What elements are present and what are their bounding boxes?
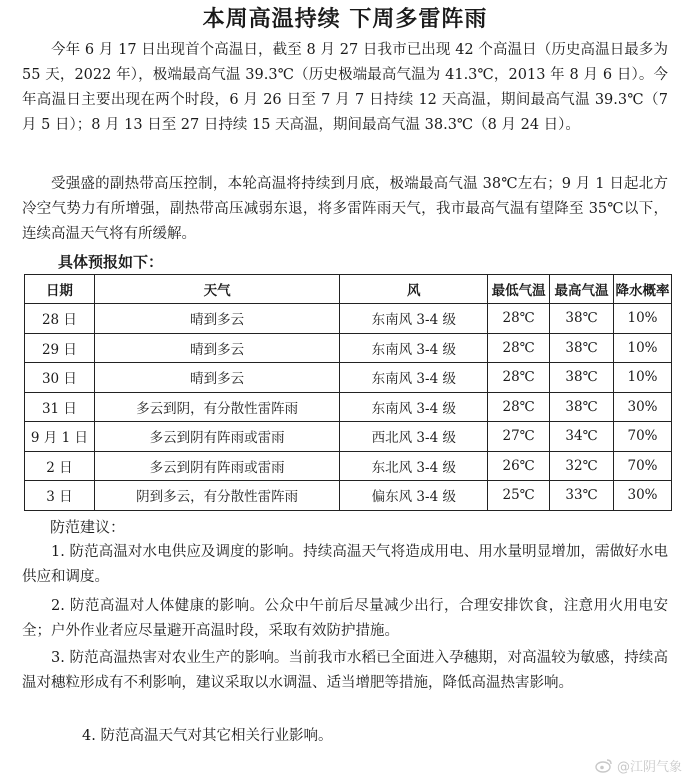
cell-precip: 10% xyxy=(614,363,672,393)
header-date: 日期 xyxy=(25,275,95,304)
cell-precip: 70% xyxy=(614,422,672,452)
cell-wind: 东南风 3-4 级 xyxy=(340,392,488,422)
cell-wind: 西北风 3-4 级 xyxy=(340,422,488,452)
cell-min-temp: 25℃ xyxy=(488,481,550,511)
cell-weather: 晴到多云 xyxy=(94,304,340,334)
cell-max-temp: 38℃ xyxy=(550,333,614,363)
cell-wind: 偏东风 3-4 级 xyxy=(340,481,488,511)
cell-max-temp: 38℃ xyxy=(550,392,614,422)
header-weather: 天气 xyxy=(94,275,340,304)
cell-max-temp: 38℃ xyxy=(550,304,614,334)
cell-date: 9 月 1 日 xyxy=(25,422,95,452)
table-row xyxy=(25,392,672,422)
advice-item-4: 4. 防范高温天气对其它相关行业影响。 xyxy=(82,728,333,744)
cell-precip: 10% xyxy=(614,333,672,363)
cell-min-temp: 28℃ xyxy=(488,304,550,334)
cell-weather: 多云到阴，有分散性雷阵雨 xyxy=(94,392,340,422)
table-row xyxy=(25,422,672,452)
header-min-temp: 最低气温 xyxy=(488,275,550,304)
cell-date: 2 日 xyxy=(25,451,95,481)
cell-min-temp: 27℃ xyxy=(488,422,550,452)
cell-weather: 晴到多云 xyxy=(94,333,340,363)
forecast-heading: 具体预报如下： xyxy=(58,253,164,271)
table-row xyxy=(25,333,672,363)
advice-item-1: 1. 防范高温对水电供应及调度的影响。持续高温天气将造成用电、用水量明显增加，需做好水电供应和调度。 xyxy=(22,544,668,585)
watermark-text: @江阴气象 xyxy=(616,760,682,775)
page-title: 本周高温持续 下周多雷阵雨 xyxy=(202,7,488,32)
advice-item-3: 3. 防范高温热害对农业生产的影响。当前我市水稻已全面进入孕穗期，对高温较为敏感，持续高温对穗粒形成有不利影响，建议采取以水调温、适当增肥等措施，降低高温热害影响。 xyxy=(22,650,668,691)
cell-min-temp: 28℃ xyxy=(488,333,550,363)
cell-max-temp: 38℃ xyxy=(550,363,614,393)
cell-precip: 70% xyxy=(614,451,672,481)
cell-wind: 东南风 3-4 级 xyxy=(340,304,488,334)
header-wind: 风 xyxy=(340,275,488,304)
advice-item-2: 2. 防范高温对人体健康的影响。公众中午前后尽量减少出行，合理安排饮食，注意用火用电安全；户外作业者应尽量避开高温时段，采取有效防护措施。 xyxy=(22,598,668,639)
advice-title: 防范建议： xyxy=(50,518,126,536)
cell-max-temp: 32℃ xyxy=(550,451,614,481)
cell-precip: 30% xyxy=(614,481,672,511)
header-max-temp: 最高气温 xyxy=(550,275,614,304)
cell-max-temp: 33℃ xyxy=(550,481,614,511)
cell-date: 29 日 xyxy=(25,333,95,363)
table-row xyxy=(25,363,672,393)
cell-date: 3 日 xyxy=(25,481,95,511)
cell-precip: 10% xyxy=(614,304,672,334)
table-header-row xyxy=(25,275,672,304)
header-precip: 降水概率 xyxy=(614,275,672,304)
table-row xyxy=(25,304,672,334)
cell-weather: 多云到阴有阵雨或雷雨 xyxy=(94,422,340,452)
cell-min-temp: 28℃ xyxy=(488,392,550,422)
table-row xyxy=(25,451,672,481)
intro-paragraph-2: 受强盛的副热带高压控制，本轮高温将持续到月底，极端最高气温 38℃左右；9 月 1 日起北方冷空气势力有所增强，副热带高压减弱东退，将多雷阵雨天气，我市最高气温有望降至 35℃以下，连续高温天气将有所缓解。 xyxy=(22,176,668,242)
cell-min-temp: 26℃ xyxy=(488,451,550,481)
cell-date: 30 日 xyxy=(25,363,95,393)
watermark xyxy=(595,756,682,775)
table-row xyxy=(25,481,672,511)
cell-max-temp: 34℃ xyxy=(550,422,614,452)
cell-wind: 东北风 3-4 级 xyxy=(340,451,488,481)
cell-min-temp: 28℃ xyxy=(488,363,550,393)
cell-wind: 东南风 3-4 级 xyxy=(340,363,488,393)
cell-date: 31 日 xyxy=(25,392,95,422)
cell-weather: 晴到多云 xyxy=(94,363,340,393)
cell-weather: 多云到阴有阵雨或雷雨 xyxy=(94,451,340,481)
intro-paragraph-1: 今年 6 月 17 日出现首个高温日，截至 8 月 27 日我市已出现 42 个高温日（历史高温日最多为 55 天，2022 年），极端最高气温 39.3℃（历史极端最高气温为 41.3℃，2013 年 8 月 6 日）。今年高温日主要出现在两个时段，6 月 26 日至 7 月 7 日持续 12 天高温，期间最高气温 39.3℃（7 月 5 日）；8 月 13 日至 27 日持续 15 天高温，期间最高气温 38.3℃（8 月 24 日）。 xyxy=(22,42,668,133)
cell-date: 28 日 xyxy=(25,304,95,334)
cell-precip: 30% xyxy=(614,392,672,422)
cell-wind: 东南风 3-4 级 xyxy=(340,333,488,363)
cell-weather: 阴到多云，有分散性雷阵雨 xyxy=(94,481,340,511)
weibo-icon xyxy=(595,758,613,773)
forecast-table xyxy=(24,274,672,511)
